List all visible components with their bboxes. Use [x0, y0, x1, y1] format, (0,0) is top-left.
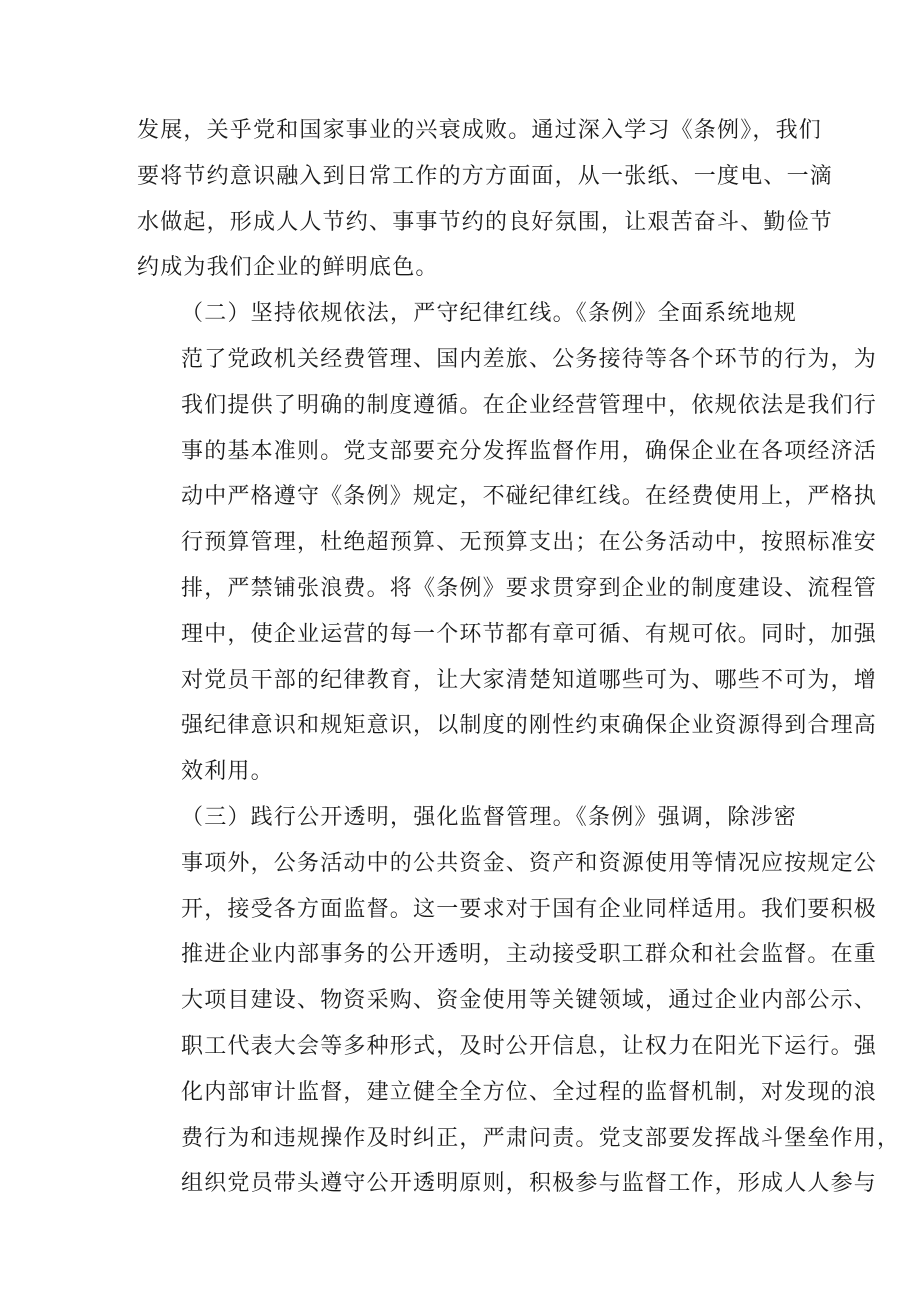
text-line: （三）践行公开透明，强化监督管理。《条例》强调，除涉密: [181, 804, 797, 830]
paragraph-2: [137, 291, 878, 795]
text-line: 水做起，形成人人节约、事事节约的良好氛围，让艰苦奋斗、勤俭节: [137, 209, 834, 235]
text-line: 费行为和违规操作及时纠正，严肃问责。党支部要发挥战斗堡垒作用，: [181, 1125, 901, 1151]
text-line: 化内部审计监督，建立健全全方位、全过程的监督机制，对发现的浪: [181, 1079, 878, 1105]
text-line: 效利用。: [181, 759, 274, 785]
text-line: 职工代表大会等多种形式，及时公开信息，让权力在阳光下运行。强: [181, 1033, 878, 1059]
text-line: 动中严格遵守《条例》规定，不碰纪律红线。在经费使用上，严格执: [181, 484, 878, 510]
text-line: 对党员干部的纪律教育，让大家清楚知道哪些可为、哪些不可为，增: [181, 667, 878, 693]
paragraph-3: [137, 795, 901, 1207]
text-line: 范了党政机关经费管理、国内差旅、公务接待等各个环节的行为，为: [181, 346, 878, 372]
text-line: 发展，关乎党和国家事业的兴衰成败。通过深入学习《条例》，我们: [137, 118, 823, 143]
text-line: 约成为我们企业的鲜明底色。: [137, 255, 439, 281]
text-line: （二）坚持依规依法，严守纪律红线。《条例》全面系统地规: [181, 301, 797, 327]
text-line: 我们提供了明确的制度遵循。在企业经营管理中，依规依法是我们行: [181, 392, 878, 418]
text-line: 开，接受各方面监督。这一要求对于国有企业同样适用。我们要积极: [181, 896, 878, 922]
text-line: 大项目建设、物资采购、资金使用等关键领域，通过企业内部公示、: [181, 988, 878, 1014]
text-line: 强纪律意识和规矩意识，以制度的刚性约束确保企业资源得到合理高: [181, 713, 878, 739]
text-line: 事的基本准则。党支部要充分发挥监督作用，确保企业在各项经济活: [181, 438, 878, 464]
text-line: 事项外，公务活动中的公共资金、资产和资源使用等情况应按规定公: [181, 850, 878, 876]
text-line: 要将节约意识融入到日常工作的方方面面，从一张纸、一度电、一滴: [137, 163, 834, 189]
text-line: 理中，使企业运营的每一个环节都有章可循、有规可依。同时，加强: [181, 621, 878, 647]
paragraph-1: [137, 108, 834, 291]
text-line: 推进企业内部事务的公开透明，主动接受职工群众和社会监督。在重: [181, 942, 878, 968]
text-line: 排，严禁铺张浪费。将《条例》要求贯穿到企业的制度建设、流程管: [181, 575, 878, 601]
document-page: [137, 108, 901, 1207]
text-line: 行预算管理，杜绝超预算、无预算支出；在公务活动中，按照标准安: [181, 530, 878, 556]
text-line: 组织党员带头遵守公开透明原则，积极参与监督工作，形成人人参与: [181, 1171, 878, 1197]
